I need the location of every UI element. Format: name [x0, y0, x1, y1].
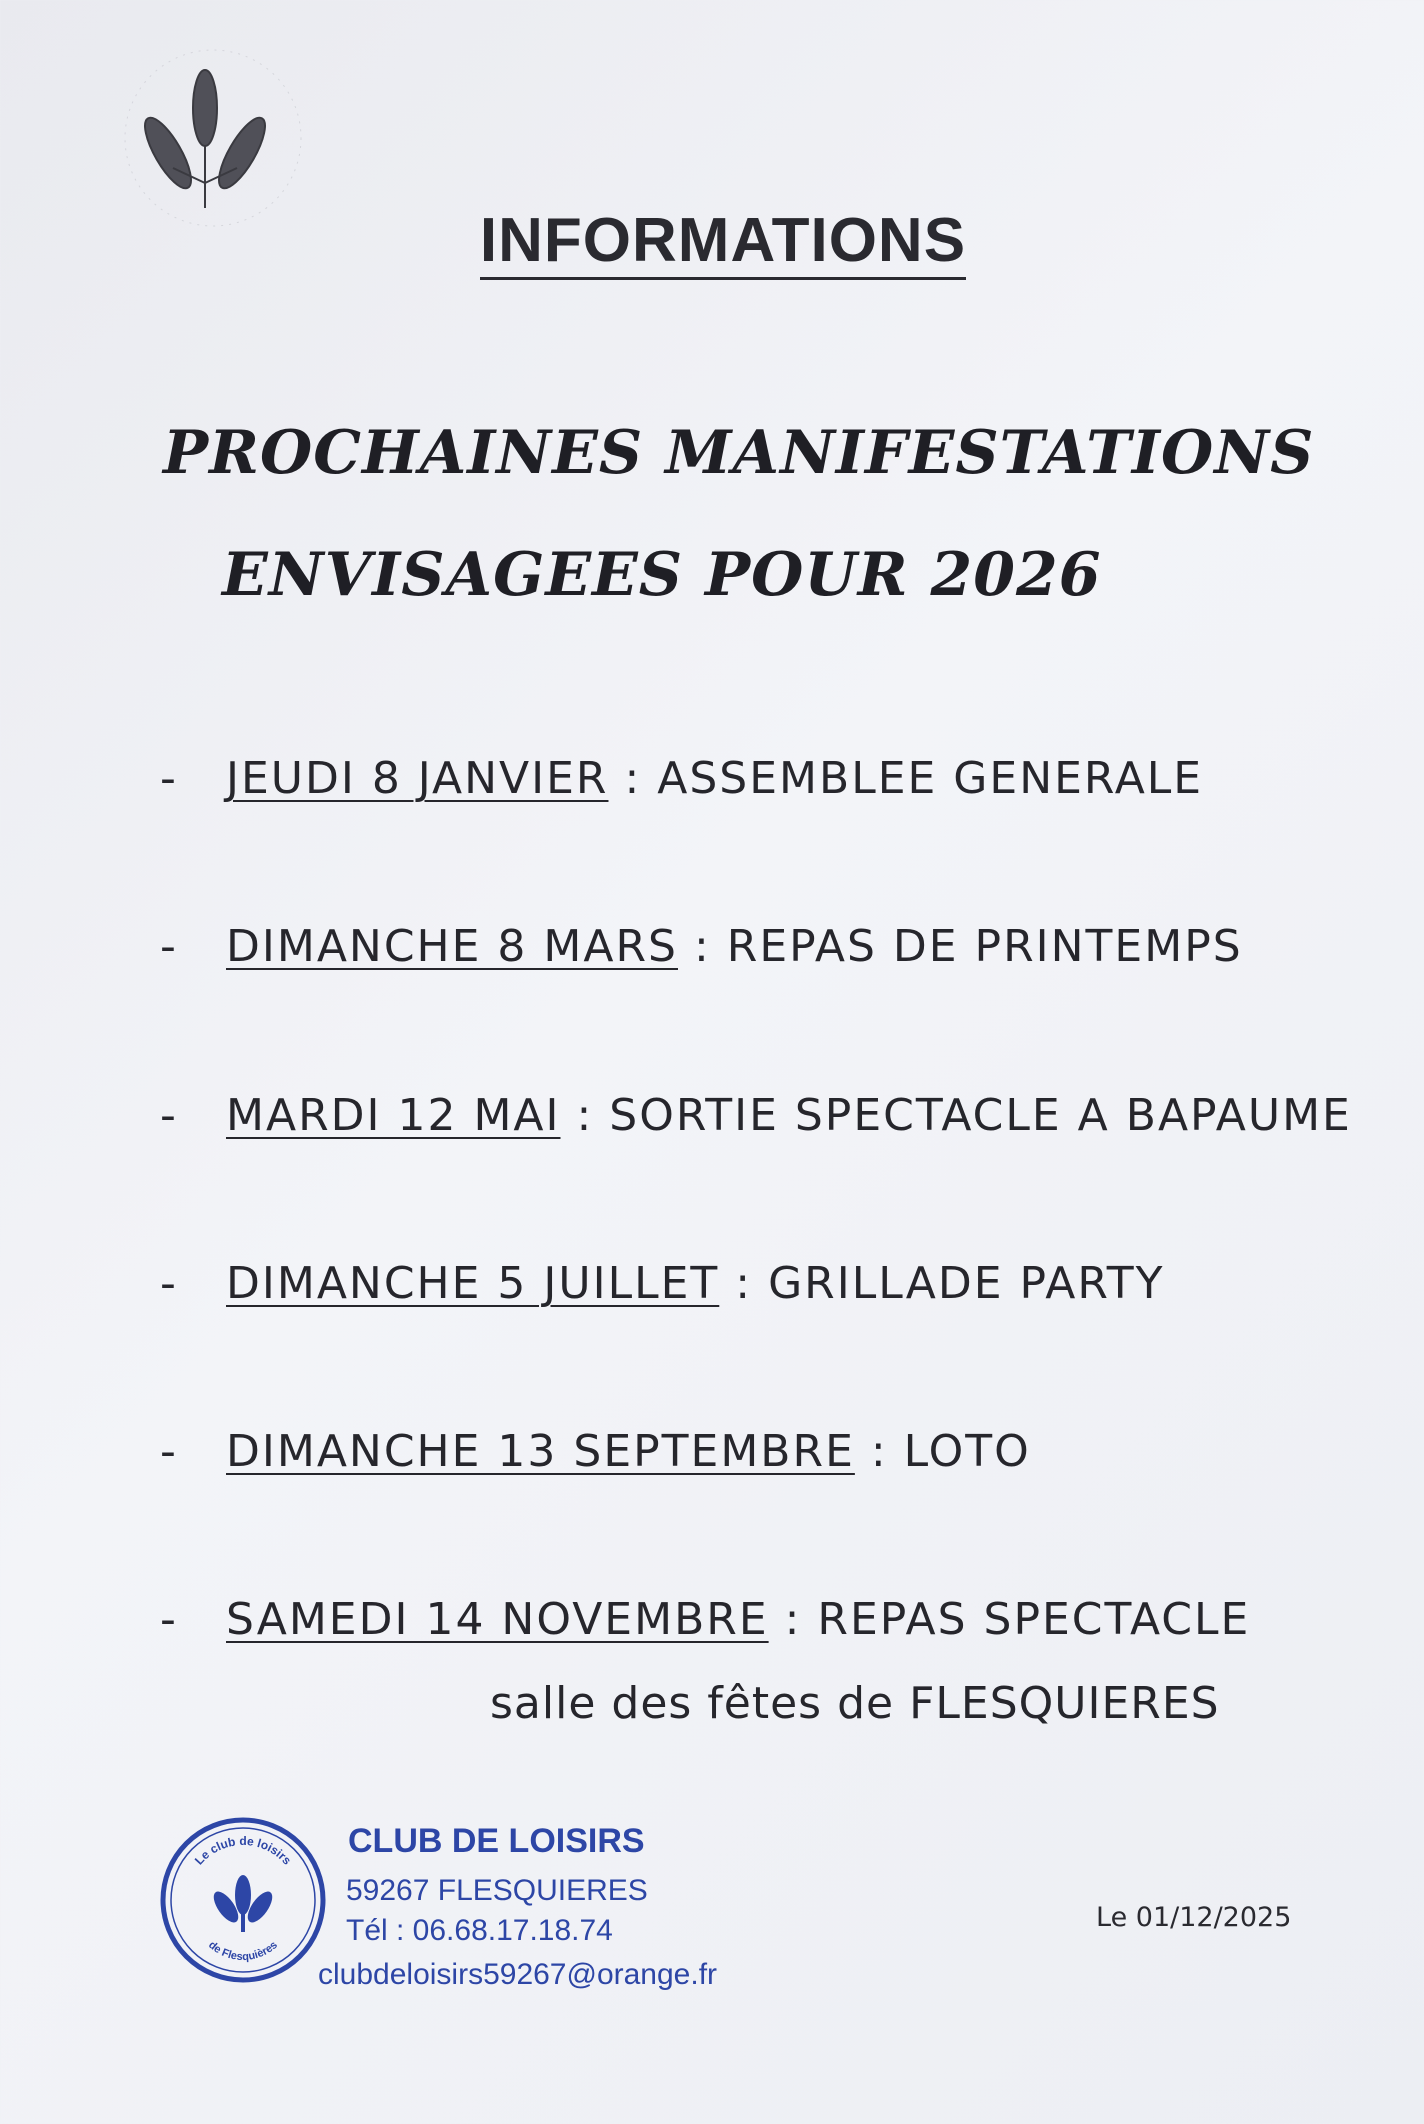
- stamp-seal-bottom-text: de Flesquières: [206, 1939, 280, 1964]
- event-date: DIMANCHE 5 JUILLET: [226, 1258, 720, 1309]
- club-phone: Tél : 06.68.17.18.74: [346, 1914, 613, 1947]
- event-date: DIMANCHE 8 MARS: [226, 921, 678, 972]
- club-email: clubdeloisirs59267@orange.fr: [318, 1958, 718, 1991]
- bullet-dash: -: [160, 1594, 178, 1645]
- event-location: salle des fêtes de FLESQUIERES: [490, 1678, 1220, 1729]
- event-item: [160, 1258, 1164, 1309]
- event-description: : REPAS SPECTACLE: [768, 1594, 1251, 1645]
- svg-text:Le club de loisirs: [192, 1834, 294, 1868]
- club-name: CLUB DE LOISIRS: [348, 1822, 645, 1860]
- event-item: [160, 1090, 1352, 1141]
- bullet-dash: -: [160, 921, 178, 972]
- event-description: : ASSEMBLEE GENERALE: [608, 753, 1204, 804]
- headline-line-1: PROCHAINES MANIFESTATIONS: [163, 418, 1315, 488]
- club-stamp-icon: [158, 1815, 328, 1985]
- page-title-text: INFORMATIONS: [480, 206, 966, 280]
- event-date: DIMANCHE 13 SEPTEMBRE: [226, 1426, 855, 1477]
- event-item: [160, 1594, 1250, 1645]
- event-description: : REPAS DE PRINTEMPS: [677, 921, 1243, 972]
- bullet-dash: -: [160, 1426, 178, 1477]
- event-date: SAMEDI 14 NOVEMBRE: [226, 1594, 769, 1645]
- stamp-seal-top-text: Le club de loisirs: [191, 1833, 295, 1868]
- event-description: : SORTIE SPECTACLE A BAPAUME: [560, 1090, 1352, 1141]
- event-description: : LOTO: [854, 1426, 1031, 1477]
- event-item: [160, 1426, 1031, 1477]
- event-date: JEUDI 8 JANVIER: [226, 753, 609, 804]
- page-title: [0, 205, 1424, 276]
- event-item: [160, 921, 1243, 972]
- club-address: 59267 FLESQUIERES: [346, 1874, 648, 1907]
- event-date: MARDI 12 MAI: [226, 1090, 561, 1141]
- bullet-dash: -: [160, 1090, 178, 1141]
- svg-text:de Flesquières: [206, 1939, 280, 1963]
- headline-line-2: ENVISAGEES POUR 2026: [222, 540, 1102, 610]
- event-item: [160, 753, 1203, 804]
- bullet-dash: -: [160, 753, 178, 804]
- bullet-dash: -: [160, 1258, 178, 1309]
- event-description: : GRILLADE PARTY: [719, 1258, 1165, 1309]
- document-date: Le 01/12/2025: [1096, 1902, 1292, 1933]
